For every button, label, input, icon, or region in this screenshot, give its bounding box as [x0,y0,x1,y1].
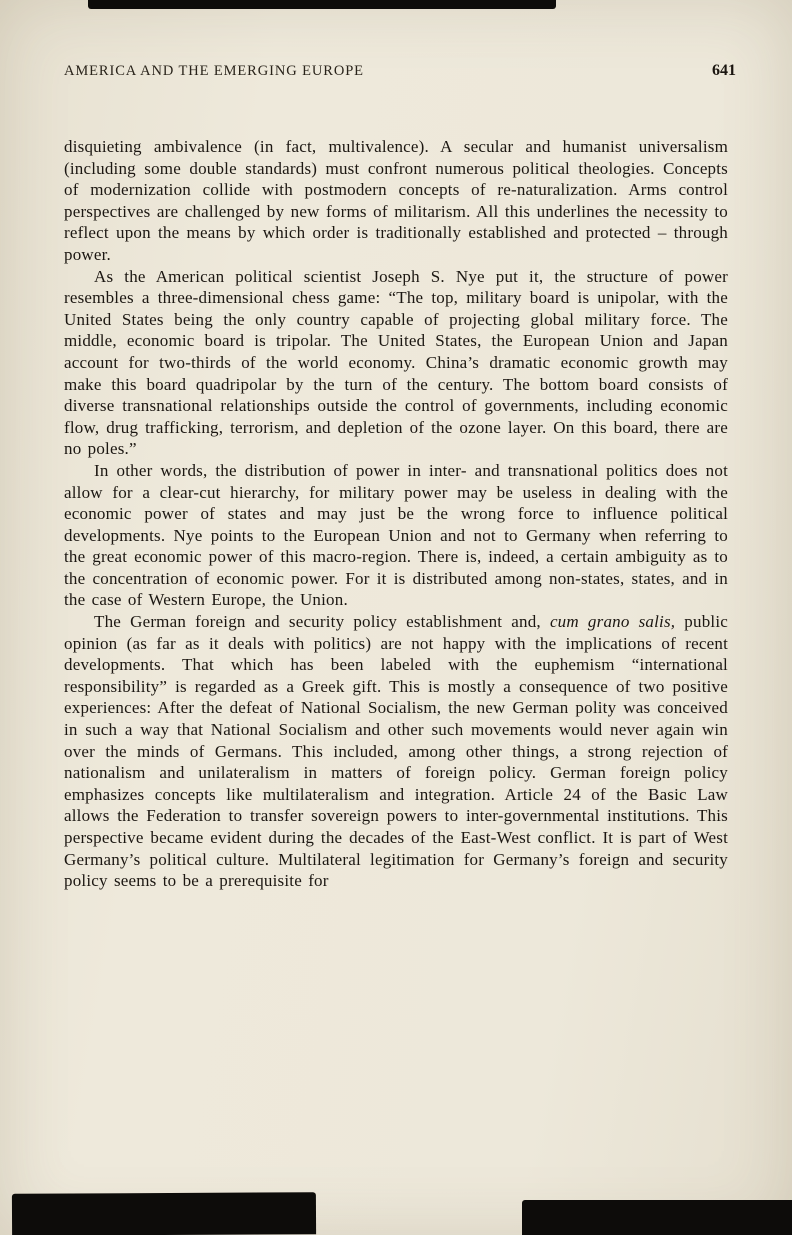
text-run: In other words, the distribution of power in inter- and transnational politics does not allow for a clear-cut hierarchy, for military power may be useless in dealing with the economic power of states and may just be the wrong force to influence political developments. Nye points to the European Union and not to Germany when referring to the great economic power of this macro-region. There is, indeed, a certain ambiguity as to the concentration of economic power. For it is distributed among non-states, states, and in the case of Western Europe, the Union. [64,460,728,610]
paragraph [64,136,728,266]
body-text [64,136,728,892]
scan-artifact-top [88,0,556,9]
text-run: The German foreign and security policy establishment and, [94,612,550,632]
italic-text-run: cum grano salis, [549,612,676,632]
paragraph [64,460,728,611]
paragraph [64,266,728,460]
text-run: public opinion (as far as it deals with politics) are not happy with the implications of recent developments. That which has been labeled with the euphemism “international responsibility” is regarded as a Greek gift. This is mostly a consequence of two positive experiences: After the defeat of National Socialism, the new German polity was conceived in such a way that National Socialism and other such movements would never again win over the minds of Germans. This included, among other things, a strong rejection of nationalism and unilateralism in matters of foreign policy. German foreign policy emphasizes concepts like multilateralism and integration. Article 24 of the Basic Law allows the Federation to transfer sovereign powers to inter-governmental institutions. This perspective became evident during the decades of the East-West conflict. It is part of West Germany’s political culture. Multilateral legitimation for Germany’s foreign and security policy seems to be a prerequisite for [64,612,728,891]
scan-artifact-bottom-left [12,1192,316,1235]
scan-artifact-bottom-right [522,1200,792,1235]
page-number: 641 [712,62,736,79]
running-title: AMERICA AND THE EMERGING EUROPE [64,63,364,79]
page-header [64,62,736,80]
paragraph [64,611,728,892]
text-run: disquieting ambivalence (in fact, multivalence). A secular and humanist universalism (including some double standards) must confront numerous political theologies. Concepts of modernization collide with postmodern concepts of re-naturalization. Arms control perspectives are challenged by new forms of militarism. All this underlines the necessity to reflect upon the means by which order is traditionally established and protected – through power. [64,137,728,264]
text-run: As the American political scientist Joseph S. Nye put it, the structure of power resembles a three-dimensional chess game: “The top, military board is unipolar, with the United States being the only country capable of projecting global military force. The middle, economic board is tripolar. The United States, the European Union and Japan account for two-thirds of the world economy. China’s dramatic economic growth may make this board quadripolar by the turn of the century. The bottom board consists of diverse transnational relationships outside the control of governments, including economic flow, drug trafficking, terrorism, and depletion of the ozone layer. On this board, there are no poles.” [64,266,728,459]
